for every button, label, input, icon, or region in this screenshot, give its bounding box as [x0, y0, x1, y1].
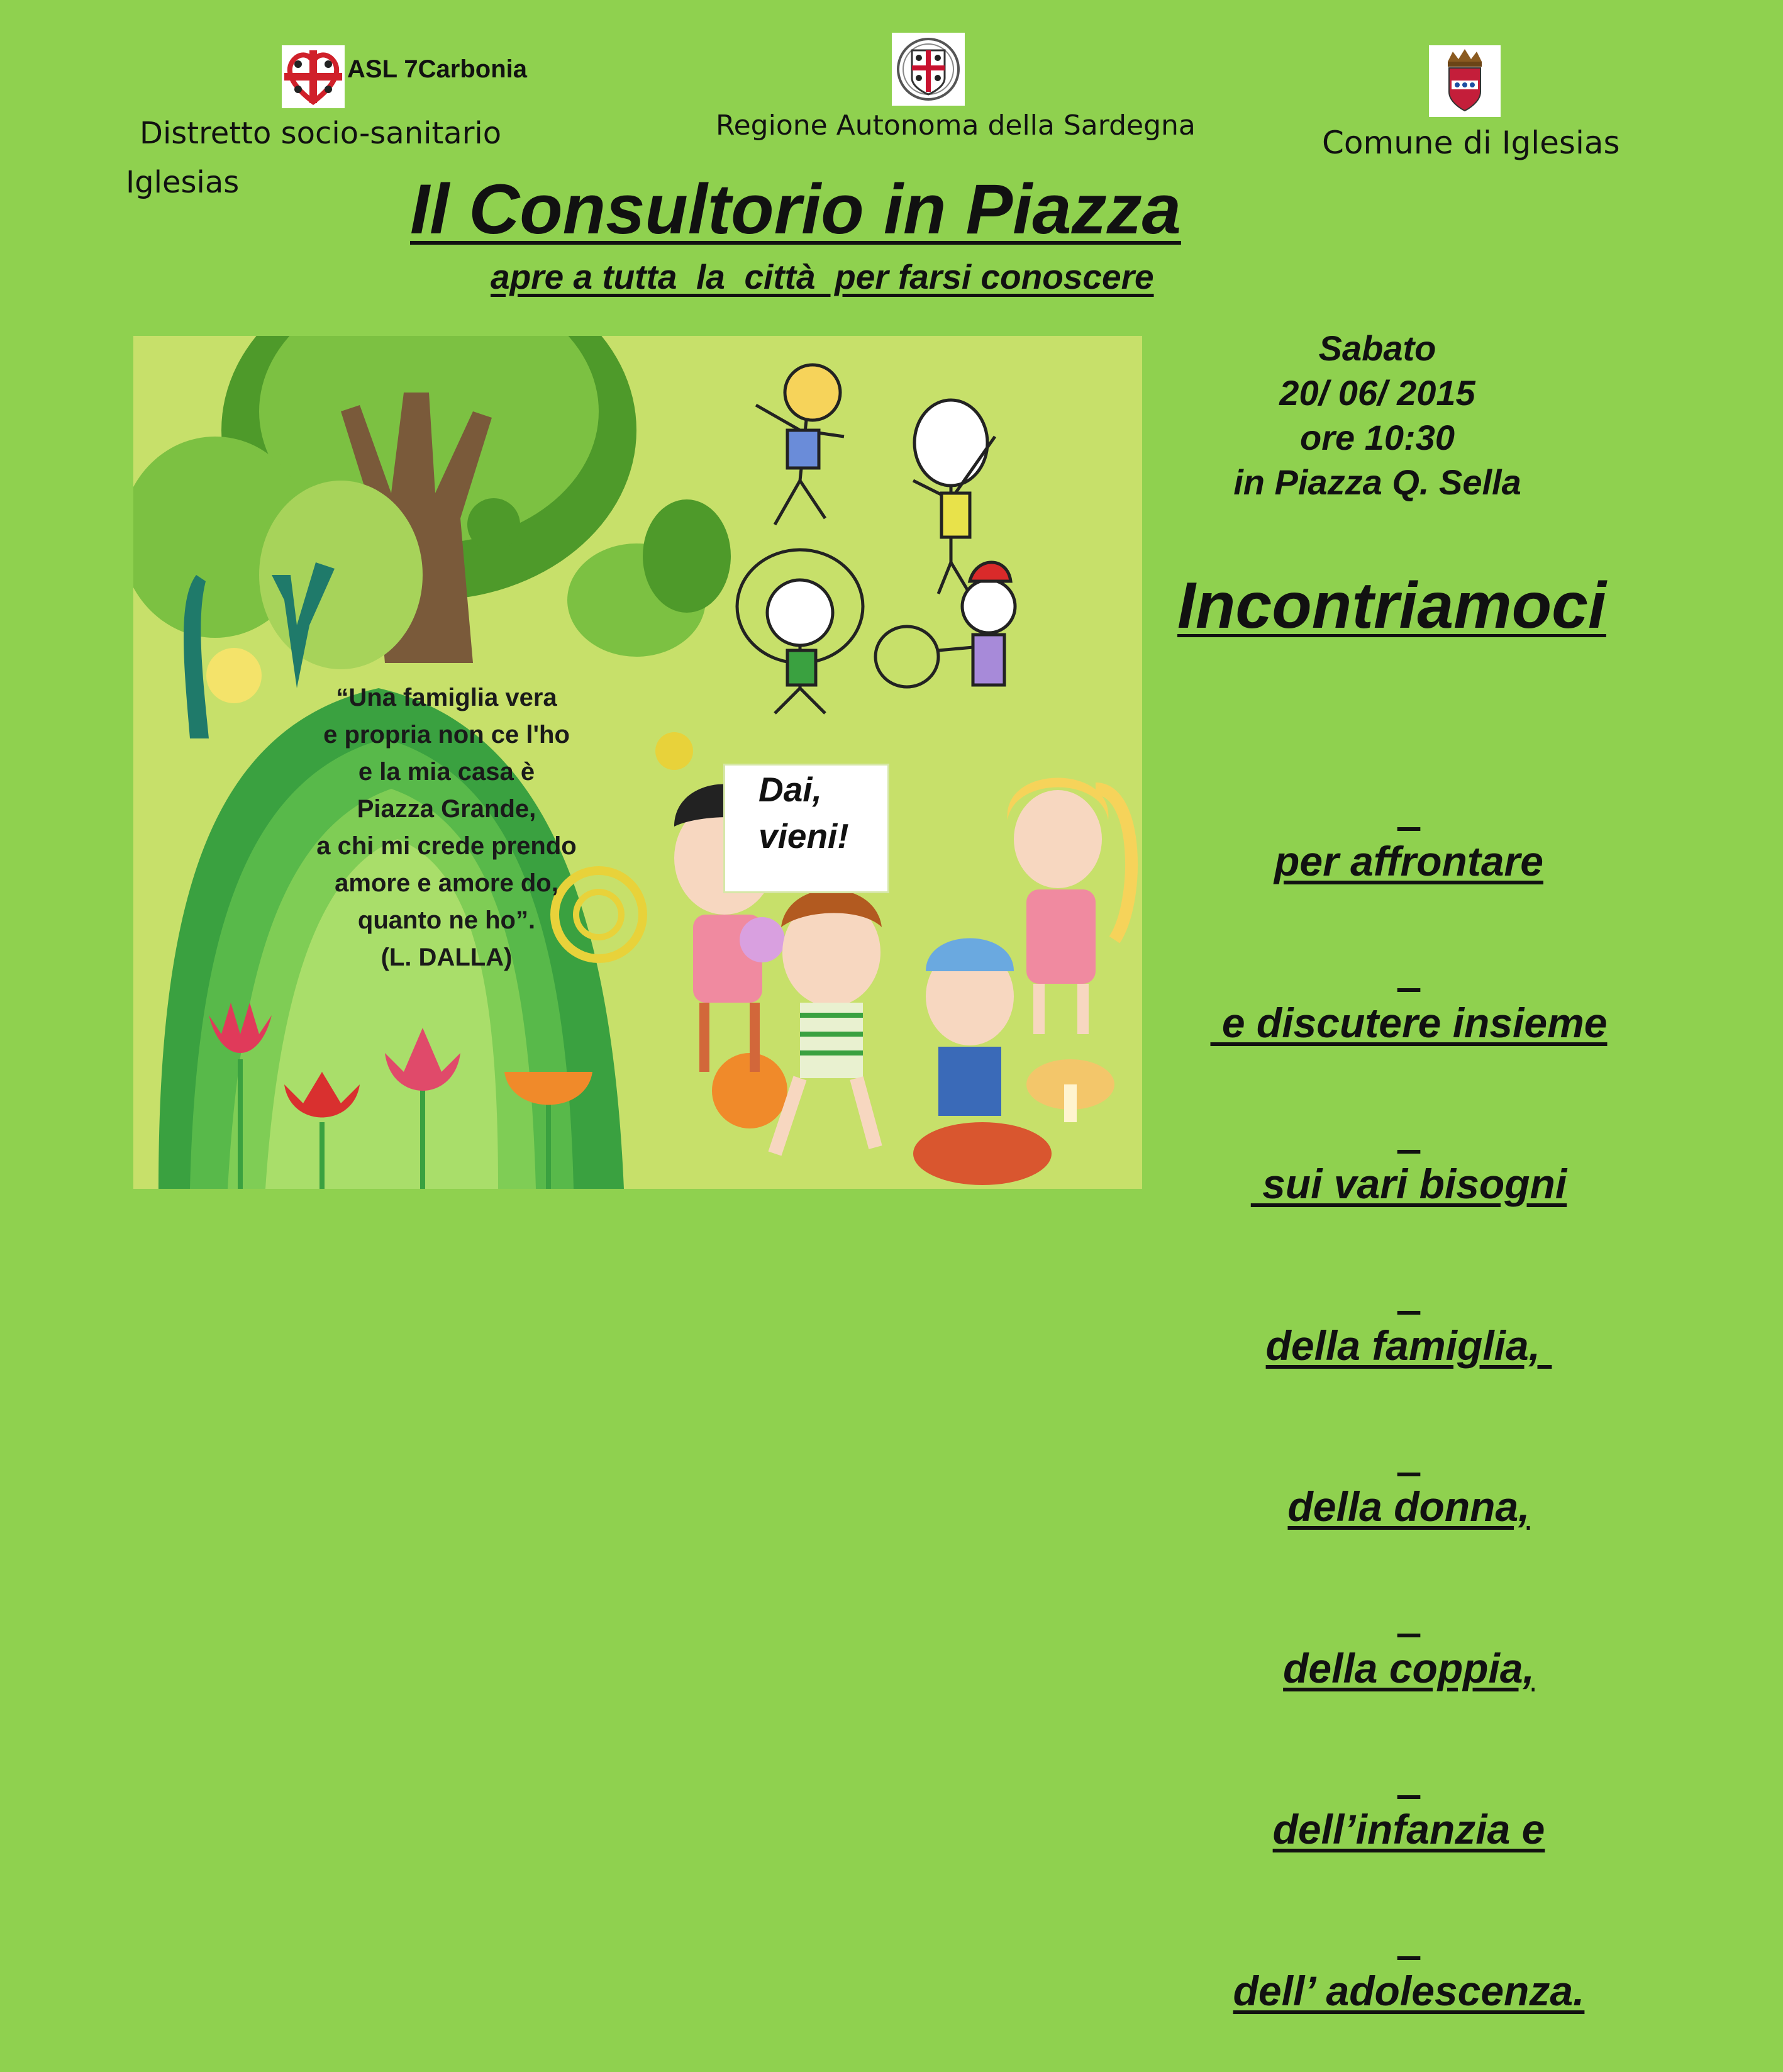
- speech-sign-line1: Dai,: [758, 770, 822, 809]
- quote-line: “Una famiglia vera: [336, 684, 557, 711]
- comune-crest: [1429, 45, 1501, 117]
- quote-line: quanto ne ho”.: [357, 906, 536, 934]
- purpose-line: per affrontare: [1274, 838, 1543, 884]
- purpose-line: e discutere insieme: [1210, 999, 1608, 1046]
- event-time: ore 10:30: [1300, 418, 1455, 457]
- asl-logo: [282, 45, 345, 108]
- district-line1: Distretto socio-sanitario: [140, 116, 502, 151]
- region-name: Regione Autonoma della Sardegna: [716, 109, 1196, 142]
- comune-name: Comune di Iglesias: [1322, 125, 1620, 161]
- headline: Incontriamoci: [1177, 569, 1606, 642]
- page-title: Il Consultorio in Piazza: [410, 170, 1181, 248]
- event-place: in Piazza Q. Sella: [1233, 462, 1521, 502]
- purpose-line: della coppia,: [1283, 1644, 1535, 1691]
- purpose-line: sui vari bisogni: [1250, 1161, 1567, 1207]
- quote-line: Piazza Grande,: [357, 795, 536, 823]
- district-line2: Iglesias: [126, 165, 240, 200]
- event-day: Sabato: [1318, 328, 1436, 368]
- quote: [270, 679, 623, 976]
- purpose-line: della donna,: [1287, 1483, 1530, 1530]
- event-date: 20/ 06/ 2015: [1279, 373, 1475, 413]
- region-crest: [892, 33, 965, 106]
- quote-line: e propria non ce l'ho: [323, 721, 570, 749]
- quote-line: e la mia casa è: [358, 758, 535, 786]
- quote-line: amore e amore do,: [335, 869, 558, 897]
- quote-author: (L. DALLA): [380, 944, 513, 971]
- quote-line: a chi mi crede prendo: [316, 832, 577, 860]
- purpose-line: dell’ adolescenza.: [1233, 1967, 1585, 2014]
- asl-heart-cross-icon: [282, 45, 345, 108]
- purpose-list: [1176, 727, 1641, 2072]
- speech-sign-text: [758, 766, 849, 859]
- sardinia-four-moors-crest-icon: [893, 34, 964, 104]
- page-subtitle: apre a tutta la città per farsi conoscere: [491, 257, 1154, 296]
- purpose-line: dell’infanzia e: [1272, 1806, 1545, 1852]
- asl-name: ASL 7Carbonia: [347, 55, 527, 83]
- event-details: [1182, 326, 1572, 504]
- speech-sign-line2: vieni!: [758, 816, 849, 855]
- purpose-line: della famiglia,: [1265, 1322, 1552, 1369]
- iglesias-crowned-shield-icon: [1429, 45, 1501, 117]
